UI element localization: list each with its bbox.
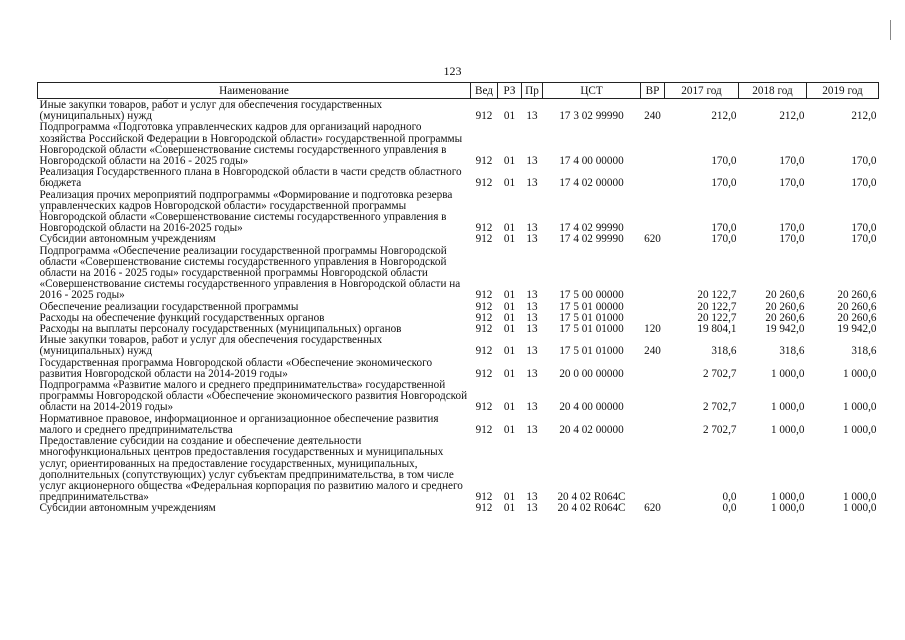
row-2019: 1 000,0 xyxy=(842,423,877,436)
table-row xyxy=(38,190,879,235)
row-name: Предоставление субсидии на создание и обеспечение деятельности многофункциональных центров предоставления государственных и муниципальных услуг, ориентированных на предоставление государственных, муниципальных, дополнительных (сопутствующих) услуг субъектам предпринимательства, в том числе услуг акционерного общества «Федеральная корпорация по развитию малого и среднего предпринимательства» xyxy=(39,435,463,504)
row-cst: 17 5 01 01000 xyxy=(559,311,624,324)
row-pr: 13 xyxy=(526,502,538,515)
row-pr: 13 xyxy=(526,177,538,190)
row-2019: 1 000,0 xyxy=(842,367,877,380)
row-2018: 1 000,0 xyxy=(770,401,805,414)
row-cst: 17 3 02 99990 xyxy=(559,110,624,123)
row-name: Иные закупки товаров, работ и услуг для обеспечения государственных (муниципальных) нужд xyxy=(39,99,383,123)
table-header-row xyxy=(38,83,879,99)
row-pr: 13 xyxy=(526,289,538,302)
row-2019: 212,0 xyxy=(851,110,877,123)
row-name: Подпрограмма «Обеспечение реализации государственной программы Новгородской области «Совершенствование системы государственного управления в Новгородской области на 2016 - 2025 годы» государственной программы Новгородской области «Совершенствование системы государственного управления в Новгородской области на 2016 - 2025 годы» xyxy=(39,244,461,302)
row-2017: 0,0 xyxy=(722,491,737,504)
row-2017: 2 702,7 xyxy=(702,401,737,414)
row-2018: 212,0 xyxy=(779,110,805,123)
row-vr: 620 xyxy=(644,502,661,515)
row-2017: 212,0 xyxy=(711,110,737,123)
row-rz: 01 xyxy=(503,491,516,504)
row-vr xyxy=(641,246,665,302)
table-row xyxy=(38,246,879,302)
row-rz: 01 xyxy=(503,289,516,302)
row-vr xyxy=(641,190,665,235)
row-2018: 318,6 xyxy=(779,345,805,358)
row-2017: 170,0 xyxy=(711,155,737,168)
row-rz: 01 xyxy=(503,367,516,380)
row-ved: 912 xyxy=(475,233,493,246)
row-2019: 20 260,6 xyxy=(837,300,877,313)
row-2017: 20 122,7 xyxy=(697,289,737,302)
row-cst: 17 5 01 01000 xyxy=(559,323,624,336)
row-2018: 1 000,0 xyxy=(770,502,805,515)
scan-mark xyxy=(890,20,891,40)
row-2019: 1 000,0 xyxy=(842,491,877,504)
row-cst: 17 4 02 99990 xyxy=(559,222,624,235)
table-row xyxy=(38,380,879,414)
row-ved: 912 xyxy=(475,300,493,313)
row-2017: 318,6 xyxy=(711,345,737,358)
row-vr xyxy=(641,358,665,380)
row-rz: 01 xyxy=(503,401,516,414)
row-pr: 13 xyxy=(526,155,538,168)
row-vr: 240 xyxy=(644,110,661,123)
row-2018: 1 000,0 xyxy=(770,423,805,436)
row-2017: 170,0 xyxy=(711,177,737,190)
page-number: 123 xyxy=(443,64,462,78)
row-ved: 912 xyxy=(475,323,493,336)
row-2018: 170,0 xyxy=(779,155,805,168)
table-row xyxy=(38,358,879,380)
row-ved: 912 xyxy=(475,110,493,123)
row-cst: 20 4 02 R064C xyxy=(557,491,626,504)
header-cst: ЦСТ xyxy=(543,83,641,99)
table-row xyxy=(38,436,879,503)
row-2019: 170,0 xyxy=(851,233,877,246)
row-pr: 13 xyxy=(526,367,538,380)
row-2017: 170,0 xyxy=(711,222,737,235)
table-row xyxy=(38,414,879,436)
row-ved: 912 xyxy=(475,155,493,168)
row-cst: 17 5 00 00000 xyxy=(559,289,624,302)
table-row xyxy=(38,335,879,357)
row-cst: 17 4 02 99990 xyxy=(559,233,624,246)
row-cst: 20 4 02 00000 xyxy=(559,423,624,436)
row-name: Иные закупки товаров, работ и услуг для обеспечения государственных (муниципальных) нужд xyxy=(39,334,383,358)
row-ved: 912 xyxy=(475,502,493,515)
row-vr xyxy=(641,414,665,436)
row-ved: 912 xyxy=(475,401,493,414)
row-ved: 912 xyxy=(475,367,493,380)
table-row xyxy=(38,122,879,167)
row-2019: 19 942,0 xyxy=(837,323,877,336)
row-cst: 17 5 01 00000 xyxy=(559,300,624,313)
row-name: Субсидии автономным учреждениям xyxy=(39,233,216,246)
row-vr xyxy=(641,436,665,503)
row-cst: 20 4 00 00000 xyxy=(559,401,624,414)
row-rz: 01 xyxy=(503,423,516,436)
row-2019: 170,0 xyxy=(851,177,877,190)
row-rz: 01 xyxy=(503,311,516,324)
header-vr: ВР xyxy=(641,83,665,99)
row-2019: 20 260,6 xyxy=(837,311,877,324)
row-2019: 170,0 xyxy=(851,222,877,235)
row-pr: 13 xyxy=(526,401,538,414)
row-name: Подпрограмма «Развитие малого и среднего предпринимательства» государственной программы Новгородской области «Обеспечение экономического развития Новгородской области на 2014-2019 годы» xyxy=(39,379,468,414)
row-2019: 20 260,6 xyxy=(837,289,877,302)
row-ved: 912 xyxy=(475,311,493,324)
row-name: Реализация Государственного плана в Новгородской области в части средств областного бюджета xyxy=(39,166,462,190)
row-2018: 19 942,0 xyxy=(765,323,805,336)
row-ved: 912 xyxy=(475,491,493,504)
row-vr xyxy=(641,302,665,313)
row-name: Расходы на выплаты персоналу государственных (муниципальных) органов xyxy=(39,323,402,336)
row-2017: 170,0 xyxy=(711,233,737,246)
row-rz: 01 xyxy=(503,345,516,358)
row-vr: 620 xyxy=(644,233,661,246)
row-2017: 2 702,7 xyxy=(702,367,737,380)
row-name: Обеспечение реализации государственной программы xyxy=(39,300,299,313)
row-pr: 13 xyxy=(526,345,538,358)
header-ved: Вед xyxy=(471,83,498,99)
row-2018: 170,0 xyxy=(779,177,805,190)
row-2017: 2 702,7 xyxy=(702,423,737,436)
header-name: Наименование xyxy=(38,83,471,99)
row-2017: 0,0 xyxy=(722,502,737,515)
row-pr: 13 xyxy=(526,423,538,436)
row-pr: 13 xyxy=(526,491,538,504)
row-rz: 01 xyxy=(503,300,516,313)
row-cst: 20 4 02 R064C xyxy=(557,502,626,515)
row-cst: 17 4 02 00000 xyxy=(559,177,624,190)
table-row xyxy=(38,99,879,123)
row-2018: 170,0 xyxy=(779,233,805,246)
table-row xyxy=(38,234,879,245)
row-name: Подпрограмма «Подготовка управленческих кадров для организаций народного хозяйства Российской Федерации в Новгородской области» государственной программы Новгородской области «Совершенствование системы государственного управления в Новгородской области на 2016 - 2025 годы» xyxy=(39,121,463,168)
row-pr: 13 xyxy=(526,311,538,324)
row-2019: 1 000,0 xyxy=(842,502,877,515)
row-name: Расходы на обеспечение функций государственных органов xyxy=(39,311,325,324)
row-2018: 170,0 xyxy=(779,222,805,235)
row-ved: 912 xyxy=(475,222,493,235)
budget-table xyxy=(37,82,879,515)
table-row xyxy=(38,167,879,189)
row-2018: 1 000,0 xyxy=(770,491,805,504)
header-2019: 2019 год xyxy=(807,83,879,99)
row-vr: 120 xyxy=(644,323,661,336)
row-vr xyxy=(641,122,665,167)
row-pr: 13 xyxy=(526,323,538,336)
row-ved: 912 xyxy=(475,177,493,190)
row-pr: 13 xyxy=(526,222,538,235)
row-vr xyxy=(641,167,665,189)
row-2019: 1 000,0 xyxy=(842,401,877,414)
row-rz: 01 xyxy=(503,502,516,515)
header-rz: РЗ xyxy=(498,83,522,99)
table-row xyxy=(38,503,879,514)
row-rz: 01 xyxy=(503,155,516,168)
row-rz: 01 xyxy=(503,222,516,235)
row-pr: 13 xyxy=(526,300,538,313)
row-pr: 13 xyxy=(526,233,538,246)
row-2017: 20 122,7 xyxy=(697,300,737,313)
row-2019: 318,6 xyxy=(851,345,877,358)
header-pr: Пр xyxy=(522,83,543,99)
row-vr: 240 xyxy=(644,345,661,358)
row-2018: 1 000,0 xyxy=(770,367,805,380)
row-vr xyxy=(641,380,665,414)
row-cst: 17 4 00 00000 xyxy=(559,155,624,168)
row-ved: 912 xyxy=(475,345,493,358)
row-name: Реализация прочих мероприятий подпрограммы «Формирование и подготовка резерва управленческих кадров Новгородской области» государственной программы Новгородской области «Совершенствование системы государственного управления в Новгородской области на 2016-2025 годы» xyxy=(39,188,453,235)
row-name: Государственная программа Новгородской области «Обеспечение экономического развития Новгородской области на 2014-2019 годы» xyxy=(39,356,433,380)
row-2019: 170,0 xyxy=(851,155,877,168)
row-ved: 912 xyxy=(475,289,493,302)
row-pr: 13 xyxy=(526,110,538,123)
row-2017: 19 804,1 xyxy=(697,323,737,336)
row-2018: 20 260,6 xyxy=(765,289,805,302)
row-name: Нормативное правовое, информационное и организационное обеспечение развития малого и среднего предпринимательства xyxy=(39,412,439,436)
row-2018: 20 260,6 xyxy=(765,311,805,324)
row-rz: 01 xyxy=(503,323,516,336)
row-cst: 20 0 00 00000 xyxy=(559,367,624,380)
row-rz: 01 xyxy=(503,110,516,123)
row-rz: 01 xyxy=(503,233,516,246)
row-ved: 912 xyxy=(475,423,493,436)
table-body xyxy=(38,99,879,515)
row-cst: 17 5 01 01000 xyxy=(559,345,624,358)
row-2017: 20 122,7 xyxy=(697,311,737,324)
row-name: Субсидии автономным учреждениям xyxy=(39,502,216,515)
header-2018: 2018 год xyxy=(739,83,807,99)
row-2018: 20 260,6 xyxy=(765,300,805,313)
header-2017: 2017 год xyxy=(665,83,739,99)
row-rz: 01 xyxy=(503,177,516,190)
